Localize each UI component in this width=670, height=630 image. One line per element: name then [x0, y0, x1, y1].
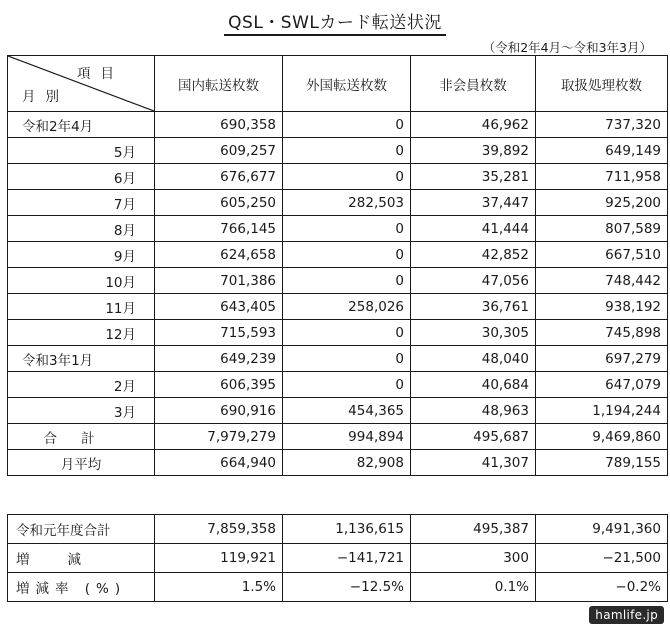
domestic-cell: 606,395 [155, 372, 283, 398]
nonmember-cell: 48,040 [411, 346, 536, 372]
table-row [8, 398, 668, 424]
nonmember-cell: 37,447 [411, 190, 536, 216]
period-label: （令和2年4月～令和3年3月） [482, 40, 652, 55]
table-row [8, 216, 668, 242]
month-cell: 5月 [8, 138, 155, 164]
total-cell: 647,079 [536, 372, 668, 398]
foreign-cell: 1,136,615 [283, 515, 411, 544]
domestic-cell: 676,677 [155, 164, 283, 190]
nonmember-cell: 39,892 [411, 138, 536, 164]
corner-top-label: 項目 [77, 66, 124, 82]
month-cell: 11月 [8, 294, 155, 320]
domestic-cell: 7,979,279 [155, 424, 283, 450]
prev-year-row [8, 515, 668, 544]
nonmember-cell: 41,307 [411, 450, 536, 476]
table-row [8, 112, 668, 138]
foreign-cell: 258,026 [283, 294, 411, 320]
total-cell: 649,149 [536, 138, 668, 164]
transfer-table [7, 55, 668, 476]
header-row [8, 56, 668, 112]
month-cell: 3月 [8, 398, 155, 424]
column-header-total: 取扱処理枚数 [536, 56, 668, 112]
foreign-cell: 0 [283, 346, 411, 372]
average-row [8, 450, 668, 476]
foreign-cell: 0 [283, 372, 411, 398]
total-label: 合計 [8, 424, 155, 450]
nonmember-cell: 47,056 [411, 268, 536, 294]
nonmember-cell: 0.1% [411, 573, 536, 602]
table-row [8, 372, 668, 398]
total-cell: 938,192 [536, 294, 668, 320]
total-cell: 697,279 [536, 346, 668, 372]
average-label: 月平均 [8, 450, 155, 476]
nonmember-cell: 41,444 [411, 216, 536, 242]
document-title [0, 8, 670, 33]
domestic-cell: 690,358 [155, 112, 283, 138]
foreign-cell: −141,721 [283, 544, 411, 573]
foreign-cell: 0 [283, 268, 411, 294]
month-cell: 7月 [8, 190, 155, 216]
domestic-cell: 715,593 [155, 320, 283, 346]
month-cell: 8月 [8, 216, 155, 242]
foreign-cell: 0 [283, 320, 411, 346]
month-rows [8, 112, 668, 476]
total-cell: −21,500 [536, 544, 668, 573]
title-text: QSL・SWLカード転送状況 [224, 13, 446, 36]
table-row [8, 320, 668, 346]
nonmember-cell: 30,305 [411, 320, 536, 346]
domestic-cell: 643,405 [155, 294, 283, 320]
domestic-cell: 649,239 [155, 346, 283, 372]
foreign-cell: 0 [283, 164, 411, 190]
domestic-cell: 624,658 [155, 242, 283, 268]
foreign-cell: 0 [283, 112, 411, 138]
total-cell: 925,200 [536, 190, 668, 216]
domestic-cell: 605,250 [155, 190, 283, 216]
month-cell: 令和2年4月 [8, 112, 155, 138]
change-rate-row [8, 573, 668, 602]
nonmember-cell: 42,852 [411, 242, 536, 268]
table-row [8, 138, 668, 164]
foreign-cell: −12.5% [283, 573, 411, 602]
domestic-cell: 690,916 [155, 398, 283, 424]
table-row [8, 242, 668, 268]
total-cell: 667,510 [536, 242, 668, 268]
total-cell: 737,320 [536, 112, 668, 138]
domestic-cell: 701,386 [155, 268, 283, 294]
month-cell: 2月 [8, 372, 155, 398]
domestic-cell: 1.5% [155, 573, 283, 602]
nonmember-cell: 40,684 [411, 372, 536, 398]
table-row [8, 294, 668, 320]
nonmember-cell: 495,387 [411, 515, 536, 544]
table-row [8, 346, 668, 372]
watermark-logo: hamlife.jp [589, 606, 664, 624]
prev-year-label: 令和元年度合計 [8, 515, 155, 544]
domestic-cell: 664,940 [155, 450, 283, 476]
total-cell: 1,194,244 [536, 398, 668, 424]
month-cell: 12月 [8, 320, 155, 346]
total-cell: −0.2% [536, 573, 668, 602]
foreign-cell: 0 [283, 216, 411, 242]
column-header-domestic: 国内転送枚数 [155, 56, 283, 112]
nonmember-cell: 495,687 [411, 424, 536, 450]
domestic-cell: 7,859,358 [155, 515, 283, 544]
total-cell: 745,898 [536, 320, 668, 346]
domestic-cell: 119,921 [155, 544, 283, 573]
table-row [8, 268, 668, 294]
total-cell: 807,589 [536, 216, 668, 242]
domestic-cell: 609,257 [155, 138, 283, 164]
nonmember-cell: 46,962 [411, 112, 536, 138]
table-row [8, 190, 668, 216]
total-cell: 9,491,360 [536, 515, 668, 544]
column-header-foreign: 外国転送枚数 [283, 56, 411, 112]
foreign-cell: 0 [283, 138, 411, 164]
foreign-cell: 0 [283, 242, 411, 268]
nonmember-cell: 48,963 [411, 398, 536, 424]
change-row [8, 544, 668, 573]
table-row [8, 164, 668, 190]
foreign-cell: 994,894 [283, 424, 411, 450]
corner-bottom-label: 月別 [22, 89, 69, 105]
change-label: 増減 [8, 544, 155, 573]
corner-header-cell [8, 56, 155, 112]
month-cell: 10月 [8, 268, 155, 294]
nonmember-cell: 300 [411, 544, 536, 573]
month-cell: 令和3年1月 [8, 346, 155, 372]
foreign-cell: 454,365 [283, 398, 411, 424]
foreign-cell: 82,908 [283, 450, 411, 476]
total-row [8, 424, 668, 450]
domestic-cell: 766,145 [155, 216, 283, 242]
total-cell: 789,155 [536, 450, 668, 476]
foreign-cell: 282,503 [283, 190, 411, 216]
nonmember-cell: 35,281 [411, 164, 536, 190]
comparison-table [7, 514, 668, 602]
column-header-nonmember: 非会員枚数 [411, 56, 536, 112]
nonmember-cell: 36,761 [411, 294, 536, 320]
month-cell: 6月 [8, 164, 155, 190]
total-cell: 748,442 [536, 268, 668, 294]
total-cell: 711,958 [536, 164, 668, 190]
month-cell: 9月 [8, 242, 155, 268]
change-rate-label: 増減率 (%) [8, 573, 155, 602]
total-cell: 9,469,860 [536, 424, 668, 450]
